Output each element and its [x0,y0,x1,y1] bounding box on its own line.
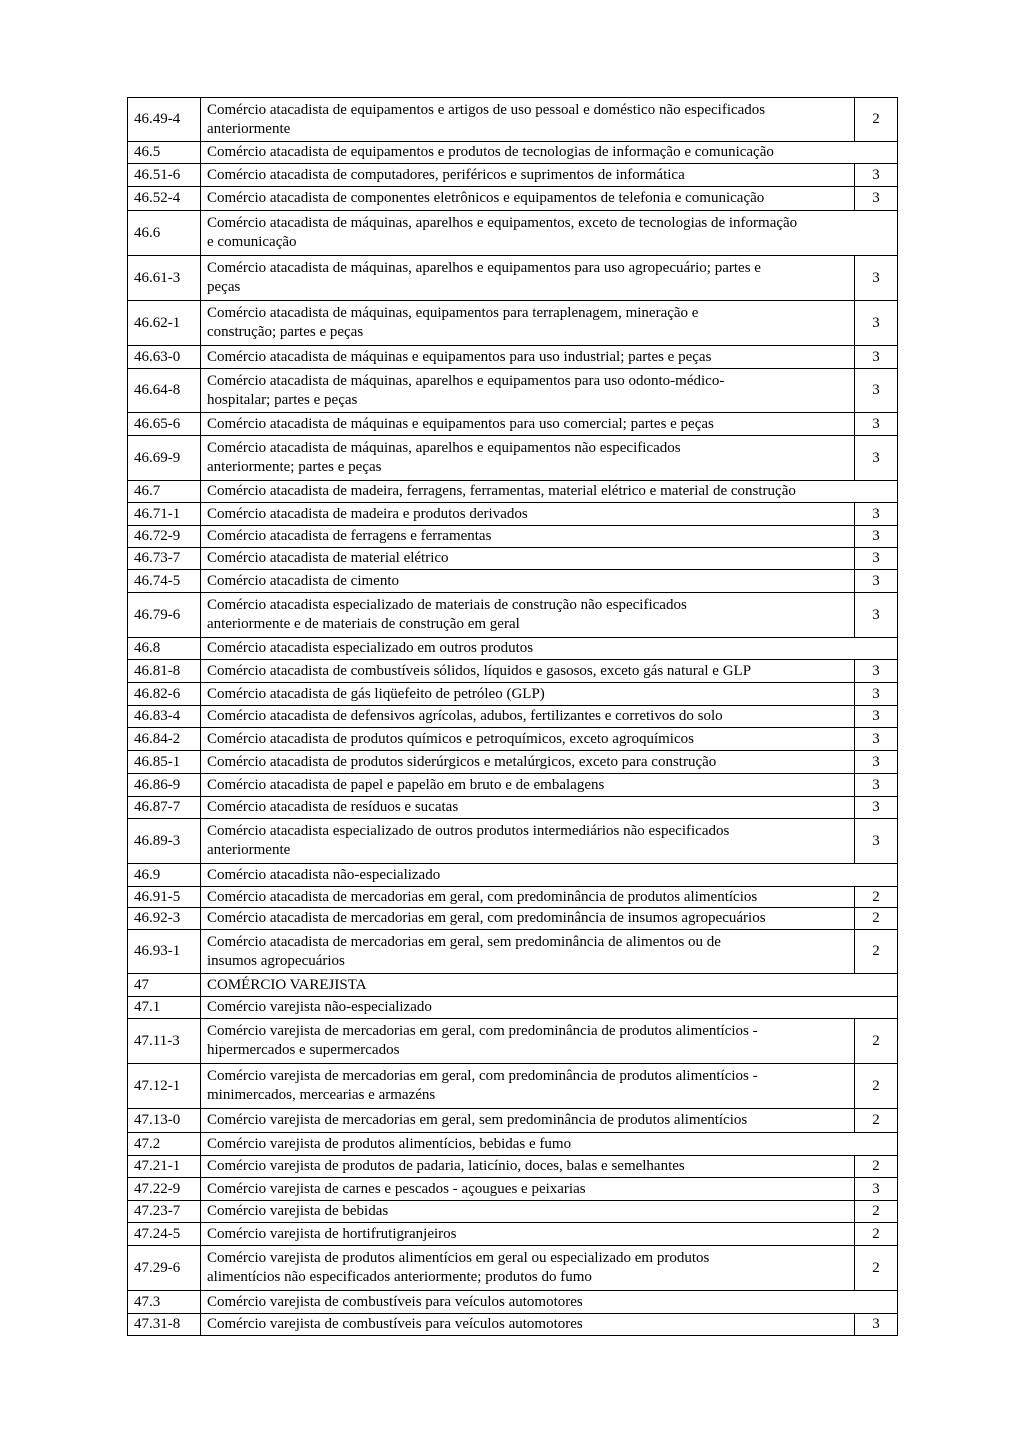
activity-description-cell: Comércio atacadista de cimento [201,570,855,593]
cnae-table-body [128,98,898,1336]
activity-code-cell: 46.69-9 [128,436,201,481]
activity-code-cell: 47.3 [128,1291,201,1314]
risk-grade-cell: 3 [855,819,898,864]
table-row [128,1156,898,1178]
risk-grade-cell: 3 [855,301,898,346]
risk-grade-cell: 3 [855,1314,898,1336]
table-row [128,797,898,819]
activity-code-cell: 46.79-6 [128,593,201,638]
table-row [128,819,898,864]
activity-description-cell: Comércio atacadista de mercadorias em geral, com predominância de produtos alimentícios [201,887,855,908]
activity-description-cell: Comércio atacadista de máquinas, equipamentos para terraplenagem, mineração e construção; partes e peças [201,301,855,346]
activity-description-cell: Comércio varejista de combustíveis para veículos automotores [201,1314,855,1336]
table-row [128,930,898,974]
activity-code-cell: 47.11-3 [128,1019,201,1064]
table-row [128,887,898,908]
activity-code-cell: 47.29-6 [128,1246,201,1291]
activity-description-cell: Comércio atacadista de defensivos agrícolas, adubos, fertilizantes e corretivos do solo [201,706,855,728]
activity-description-cell: Comércio atacadista de máquinas, aparelhos e equipamentos, exceto de tecnologias de informação e comunicação [201,211,898,256]
table-row [128,774,898,797]
table-row [128,1246,898,1291]
activity-code-cell: 46.63-0 [128,346,201,369]
activity-code-cell: 46.65-6 [128,413,201,436]
risk-grade-cell: 2 [855,1223,898,1246]
table-row [128,211,898,256]
activity-description-cell: Comércio atacadista de máquinas e equipamentos para uso industrial; partes e peças [201,346,855,369]
risk-grade-cell: 3 [855,660,898,683]
activity-description-cell: Comércio atacadista especializado em outros produtos [201,638,898,660]
table-row [128,256,898,301]
risk-grade-cell: 2 [855,1201,898,1223]
activity-code-cell: 46.85-1 [128,751,201,774]
table-row [128,548,898,570]
table-row [128,346,898,369]
activity-description-cell: Comércio atacadista não-especializado [201,864,898,887]
activity-description-cell: Comércio atacadista de componentes eletrônicos e equipamentos de telefonia e comunicação [201,187,855,211]
activity-description-cell: Comércio atacadista de ferragens e ferramentas [201,526,855,548]
risk-grade-cell: 3 [855,593,898,638]
table-row [128,526,898,548]
activity-description-cell: COMÉRCIO VAREJISTA [201,974,898,997]
risk-grade-cell: 3 [855,570,898,593]
table-row [128,1019,898,1064]
activity-description-cell: Comércio varejista de produtos alimentícios em geral ou especializado em produtos alimentícios não especificados anteriormente; produtos do fumo [201,1246,855,1291]
activity-code-cell: 47.13-0 [128,1109,201,1133]
activity-code-cell: 46.81-8 [128,660,201,683]
activity-code-cell: 46.86-9 [128,774,201,797]
table-row [128,683,898,706]
activity-description-cell: Comércio atacadista de máquinas, aparelhos e equipamentos para uso odonto-médico- hospitalar; partes e peças [201,369,855,413]
risk-grade-cell: 3 [855,683,898,706]
table-row [128,98,898,142]
table-row [128,481,898,503]
activity-code-cell: 46.64-8 [128,369,201,413]
table-row [128,369,898,413]
activity-description-cell: Comércio atacadista de máquinas, aparelhos e equipamentos não especificados anteriormente; partes e peças [201,436,855,481]
activity-description-cell: Comércio atacadista de computadores, periféricos e suprimentos de informática [201,164,855,187]
activity-code-cell: 46.87-7 [128,797,201,819]
risk-grade-cell: 2 [855,1019,898,1064]
activity-description-cell: Comércio atacadista de combustíveis sólidos, líquidos e gasosos, exceto gás natural e GLP [201,660,855,683]
activity-code-cell: 47.1 [128,997,201,1019]
activity-description-cell: Comércio varejista de produtos de padaria, laticínio, doces, balas e semelhantes [201,1156,855,1178]
activity-description-cell: Comércio varejista de bebidas [201,1201,855,1223]
activity-code-cell: 46.9 [128,864,201,887]
table-row [128,503,898,526]
activity-code-cell: 46.74-5 [128,570,201,593]
table-row [128,1178,898,1201]
activity-description-cell: Comércio varejista de carnes e pescados - açougues e peixarias [201,1178,855,1201]
table-row [128,164,898,187]
risk-grade-cell: 3 [855,797,898,819]
table-row [128,1109,898,1133]
activity-description-cell: Comércio varejista de combustíveis para veículos automotores [201,1291,898,1314]
activity-code-cell: 47.21-1 [128,1156,201,1178]
risk-grade-cell: 3 [855,413,898,436]
risk-grade-cell: 2 [855,908,898,930]
activity-description-cell: Comércio varejista de hortifrutigranjeiros [201,1223,855,1246]
table-row [128,1201,898,1223]
activity-description-cell: Comércio varejista não-especializado [201,997,898,1019]
activity-description-cell: Comércio atacadista especializado de materiais de construção não especificados anteriormente e de materiais de construção em geral [201,593,855,638]
table-row [128,436,898,481]
table-row [128,908,898,930]
activity-code-cell: 46.61-3 [128,256,201,301]
activity-description-cell: Comércio atacadista de papel e papelão em bruto e de embalagens [201,774,855,797]
activity-code-cell: 47.22-9 [128,1178,201,1201]
risk-grade-cell: 3 [855,369,898,413]
table-row [128,1291,898,1314]
activity-description-cell: Comércio atacadista de madeira, ferragens, ferramentas, material elétrico e material de construção [201,481,898,503]
activity-code-cell: 46.84-2 [128,728,201,751]
activity-code-cell: 46.91-5 [128,887,201,908]
table-row [128,142,898,164]
activity-description-cell: Comércio atacadista de equipamentos e artigos de uso pessoal e doméstico não especificados anteriormente [201,98,855,142]
risk-grade-cell: 2 [855,98,898,142]
activity-description-cell: Comércio atacadista especializado de outros produtos intermediários não especificados anteriormente [201,819,855,864]
activity-code-cell: 47.2 [128,1133,201,1156]
risk-grade-cell: 3 [855,706,898,728]
activity-code-cell: 46.89-3 [128,819,201,864]
activity-description-cell: Comércio atacadista de produtos químicos e petroquímicos, exceto agroquímicos [201,728,855,751]
table-row [128,974,898,997]
activity-description-cell: Comércio atacadista de máquinas, aparelhos e equipamentos para uso agropecuário; partes e peças [201,256,855,301]
activity-code-cell: 46.52-4 [128,187,201,211]
table-row [128,1223,898,1246]
activity-code-cell: 46.82-6 [128,683,201,706]
table-row [128,593,898,638]
activity-code-cell: 47 [128,974,201,997]
table-row [128,301,898,346]
risk-grade-cell: 2 [855,887,898,908]
table-row [128,728,898,751]
activity-code-cell: 46.7 [128,481,201,503]
table-row [128,1314,898,1336]
risk-grade-cell: 3 [855,526,898,548]
activity-code-cell: 46.62-1 [128,301,201,346]
table-row [128,413,898,436]
activity-code-cell: 46.83-4 [128,706,201,728]
activity-description-cell: Comércio atacadista de gás liqüefeito de petróleo (GLP) [201,683,855,706]
risk-grade-cell: 3 [855,164,898,187]
activity-description-cell: Comércio varejista de mercadorias em geral, com predominância de produtos alimentícios - minimercados, mercearias e armazéns [201,1064,855,1109]
activity-code-cell: 47.23-7 [128,1201,201,1223]
risk-grade-cell: 2 [855,1156,898,1178]
cnae-table [127,97,898,1336]
activity-code-cell: 46.71-1 [128,503,201,526]
risk-grade-cell: 2 [855,1064,898,1109]
activity-description-cell: Comércio atacadista de mercadorias em geral, com predominância de insumos agropecuários [201,908,855,930]
activity-code-cell: 47.31-8 [128,1314,201,1336]
activity-description-cell: Comércio atacadista de mercadorias em geral, sem predominância de alimentos ou de insumos agropecuários [201,930,855,974]
activity-code-cell: 46.51-6 [128,164,201,187]
activity-code-cell: 46.49-4 [128,98,201,142]
activity-description-cell: Comércio atacadista de madeira e produtos derivados [201,503,855,526]
table-row [128,1064,898,1109]
table-row [128,864,898,887]
table-row [128,997,898,1019]
activity-code-cell: 46.8 [128,638,201,660]
activity-description-cell: Comércio atacadista de material elétrico [201,548,855,570]
risk-grade-cell: 3 [855,503,898,526]
activity-code-cell: 47.12-1 [128,1064,201,1109]
table-row [128,660,898,683]
risk-grade-cell: 2 [855,930,898,974]
activity-description-cell: Comércio atacadista de equipamentos e produtos de tecnologias de informação e comunicação [201,142,898,164]
table-row [128,570,898,593]
activity-code-cell: 46.5 [128,142,201,164]
risk-grade-cell: 3 [855,1178,898,1201]
table-row [128,706,898,728]
risk-grade-cell: 3 [855,256,898,301]
table-row [128,187,898,211]
risk-grade-cell: 3 [855,728,898,751]
risk-grade-cell: 3 [855,548,898,570]
activity-description-cell: Comércio atacadista de resíduos e sucatas [201,797,855,819]
risk-grade-cell: 3 [855,187,898,211]
activity-description-cell: Comércio varejista de produtos alimentícios, bebidas e fumo [201,1133,898,1156]
activity-description-cell: Comércio varejista de mercadorias em geral, sem predominância de produtos alimentícios [201,1109,855,1133]
activity-code-cell: 46.92-3 [128,908,201,930]
risk-grade-cell: 2 [855,1246,898,1291]
table-row [128,1133,898,1156]
risk-grade-cell: 2 [855,1109,898,1133]
risk-grade-cell: 3 [855,751,898,774]
activity-code-cell: 47.24-5 [128,1223,201,1246]
risk-grade-cell: 3 [855,436,898,481]
activity-description-cell: Comércio atacadista de máquinas e equipamentos para uso comercial; partes e peças [201,413,855,436]
activity-code-cell: 46.72-9 [128,526,201,548]
activity-code-cell: 46.6 [128,211,201,256]
table-row [128,638,898,660]
risk-grade-cell: 3 [855,774,898,797]
table-row [128,751,898,774]
risk-grade-cell: 3 [855,346,898,369]
activity-description-cell: Comércio varejista de mercadorias em geral, com predominância de produtos alimentícios - hipermercados e supermercados [201,1019,855,1064]
activity-code-cell: 46.93-1 [128,930,201,974]
activity-code-cell: 46.73-7 [128,548,201,570]
activity-description-cell: Comércio atacadista de produtos siderúrgicos e metalúrgicos, exceto para construção [201,751,855,774]
